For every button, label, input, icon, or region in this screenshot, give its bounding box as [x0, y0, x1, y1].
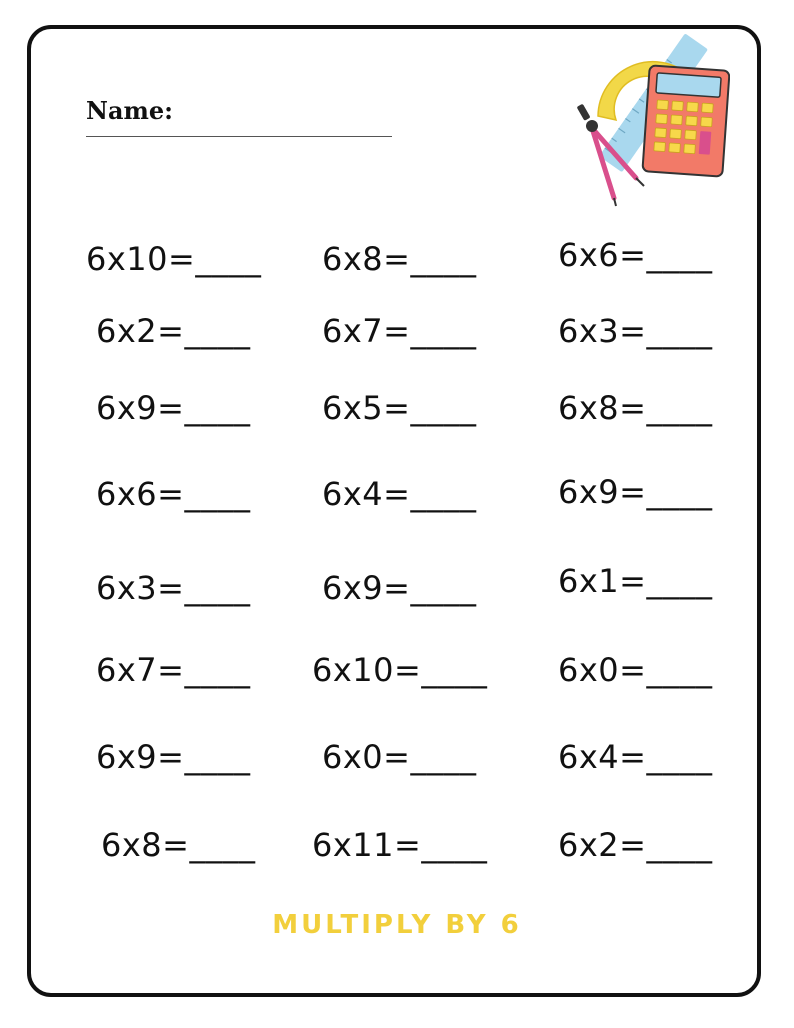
math-tools-illustration — [570, 28, 730, 208]
problem-c3-r3[interactable]: 6x8=____ — [558, 389, 713, 427]
problem-c1-r8[interactable]: 6x8=____ — [101, 826, 256, 864]
name-label: Name: — [86, 96, 174, 125]
problem-c1-r6[interactable]: 6x7=____ — [96, 651, 251, 689]
problem-c1-r4[interactable]: 6x6=____ — [96, 475, 251, 513]
calculator-icon — [642, 65, 729, 176]
problem-c2-r3[interactable]: 6x5=____ — [322, 389, 477, 427]
problem-c3-r5[interactable]: 6x1=____ — [558, 562, 713, 600]
problem-c2-r7[interactable]: 6x0=____ — [322, 738, 477, 776]
problem-c2-r8[interactable]: 6x11=____ — [312, 826, 488, 864]
problem-c2-r1[interactable]: 6x8=____ — [322, 240, 477, 278]
problem-c3-r1[interactable]: 6x6=____ — [558, 236, 713, 274]
name-input-line[interactable] — [86, 136, 392, 137]
problem-c1-r7[interactable]: 6x9=____ — [96, 738, 251, 776]
problem-c3-r7[interactable]: 6x4=____ — [558, 738, 713, 776]
problem-c2-r6[interactable]: 6x10=____ — [312, 651, 488, 689]
problem-c2-r5[interactable]: 6x9=____ — [322, 569, 477, 607]
problem-c1-r5[interactable]: 6x3=____ — [96, 569, 251, 607]
problem-c1-r1[interactable]: 6x10=____ — [86, 240, 262, 278]
problem-c1-r2[interactable]: 6x2=____ — [96, 312, 251, 350]
problem-c1-r3[interactable]: 6x9=____ — [96, 389, 251, 427]
problem-c3-r4[interactable]: 6x9=____ — [558, 473, 713, 511]
problem-c2-r4[interactable]: 6x4=____ — [322, 475, 477, 513]
worksheet-title: MULTIPLY BY 6 — [272, 910, 522, 940]
problem-c3-r8[interactable]: 6x2=____ — [558, 826, 713, 864]
problem-c3-r2[interactable]: 6x3=____ — [558, 312, 713, 350]
problem-c3-r6[interactable]: 6x0=____ — [558, 651, 713, 689]
problem-c2-r2[interactable]: 6x7=____ — [322, 312, 477, 350]
